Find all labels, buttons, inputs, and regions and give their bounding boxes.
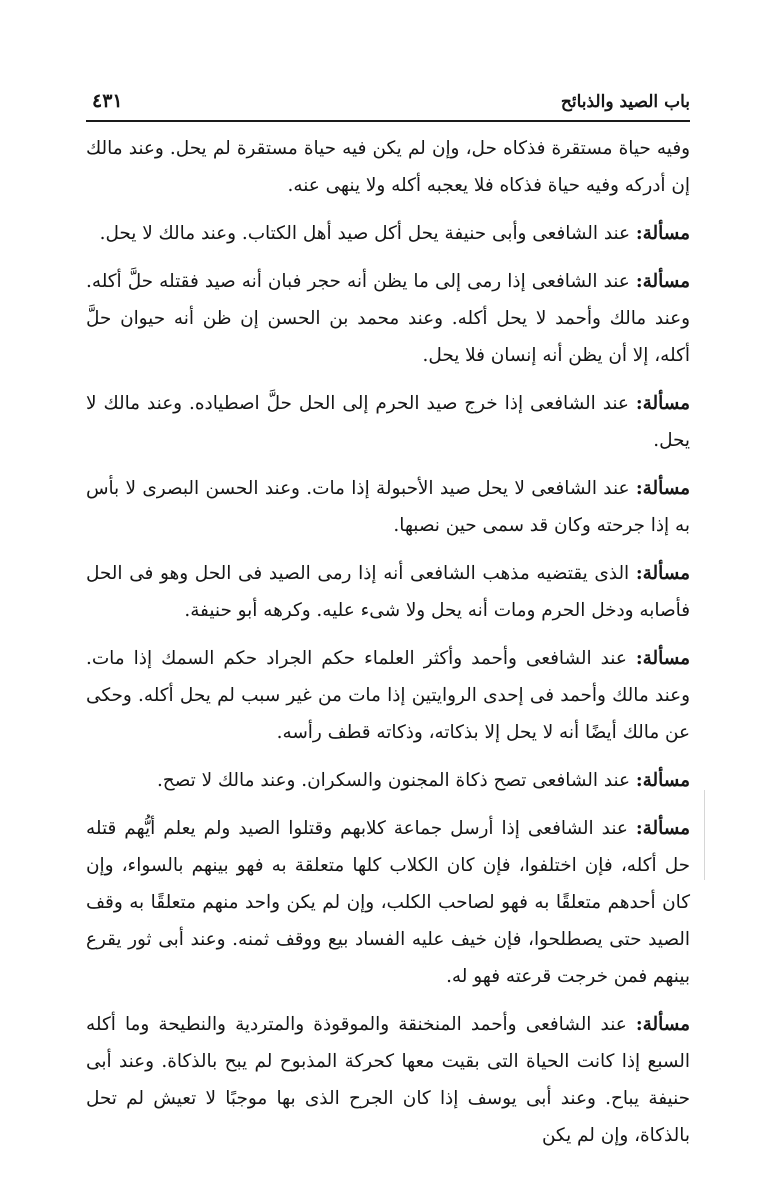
paragraph bbox=[86, 263, 690, 374]
paragraph-lead: مسألة: bbox=[635, 223, 690, 244]
page-number: ٤٣١ bbox=[92, 90, 123, 112]
paragraph-lead: مسألة: bbox=[635, 648, 690, 669]
paragraph-text: عند الشافعى وأحمد المنخنقة والموقوذة والمتردية والنطيحة وما أكله السبع إذا كانت الحياة التى بقيت معها كحركة المذبوح لم يبح بالذكاة. وعند أبى حنيفة يباح. وعند أبى يوسف إذا كان الجرح الذى بها موجبًا لا تعيش لم تحل بالذكاة، وإن لم يكن bbox=[86, 1014, 690, 1146]
paragraph bbox=[86, 640, 690, 751]
running-title: باب الصيد والذبائح bbox=[560, 92, 690, 112]
paragraph-text: عند الشافعى وأحمد وأكثر العلماء حكم الجراد حكم السمك إذا مات. وعند مالك وأحمد فى إحدى الروايتين إذا مات من غير سبب لم يحل أكله. وحكى عن مالك أيضًا أنه لا يحل إلا بذكاته، وذكاته قطف رأسه. bbox=[86, 648, 690, 743]
header-rule bbox=[86, 120, 690, 122]
paragraph-lead: مسألة: bbox=[635, 563, 690, 584]
paragraph-text: عند الشافعى لا يحل صيد الأحبولة إذا مات. وعند الحسن البصرى لا بأس به إذا جرحته وكان قد سمى حين نصبها. bbox=[86, 478, 690, 536]
paragraph bbox=[86, 470, 690, 544]
scan-margin-mark bbox=[704, 790, 705, 880]
book-page bbox=[86, 80, 690, 1165]
paragraph-lead: مسألة: bbox=[635, 770, 690, 791]
paragraph-text: عند الشافعى إذا أرسل جماعة كلابهم وقتلوا الصيد ولم يعلم أيُّهم قتله حل أكله، فإن اختلفوا، فإن كان الكلاب كلها متعلقة به فهو بينهم بالسواء، وإن كان أحدهم متعلقًا به فهو لصاحب الكلب، وإن لم يكن واحد منهم متعلقًا به وقف الصيد حتى يصطلحوا، فإن خيف عليه الفساد بيع ووقف ثمنه. وعند أبى ثور يقرع بينهم فمن خرجت قرعته فهو له. bbox=[86, 818, 690, 987]
paragraph-text: عند الشافعى إذا رمى إلى ما يظن أنه حجر فبان أنه صيد فقتله حلَّ أكله. وعند مالك وأحمد لا يحل أكله. وعند محمد بن الحسن إن ظن أنه حيوان حلَّ أكله، إلا أن يظن أنه إنسان فلا يحل. bbox=[86, 271, 690, 366]
paragraph-lead: مسألة: bbox=[635, 1014, 690, 1035]
paragraph-lead: مسألة: bbox=[635, 818, 690, 839]
paragraph-lead: مسألة: bbox=[635, 271, 690, 292]
paragraph bbox=[86, 555, 690, 629]
paragraph-text: الذى يقتضيه مذهب الشافعى أنه إذا رمى الصيد فى الحل وهو فى الحل فأصابه ودخل الحرم ومات أنه يحل ولا شىء عليه. وكرهه أبو حنيفة. bbox=[86, 563, 690, 621]
paragraph bbox=[86, 762, 690, 799]
paragraph-lead: مسألة: bbox=[635, 393, 690, 414]
paragraph bbox=[86, 810, 690, 995]
paragraph bbox=[86, 1006, 690, 1154]
paragraph-text: عند الشافعى إذا خرج صيد الحرم إلى الحل حلَّ اصطياده. وعند مالك لا يحل. bbox=[86, 393, 690, 451]
paragraph-lead: مسألة: bbox=[635, 478, 690, 499]
paragraph-text: عند الشافعى وأبى حنيفة يحل أكل صيد أهل الكتاب. وعند مالك لا يحل. bbox=[99, 223, 631, 244]
paragraph bbox=[86, 215, 690, 252]
paragraph-text: وفيه حياة مستقرة فذكاه حل، وإن لم يكن فيه حياة مستقرة لم يحل. وعند مالك إن أدركه وفيه حياة فذكاه فلا يعجبه أكله ولا ينهى عنه. bbox=[86, 138, 690, 196]
paragraph-text: عند الشافعى تصح ذكاة المجنون والسكران. وعند مالك لا تصح. bbox=[156, 770, 631, 791]
paragraph bbox=[86, 385, 690, 459]
page-body bbox=[86, 130, 690, 1154]
paragraph bbox=[86, 130, 690, 204]
page-header bbox=[86, 80, 690, 118]
